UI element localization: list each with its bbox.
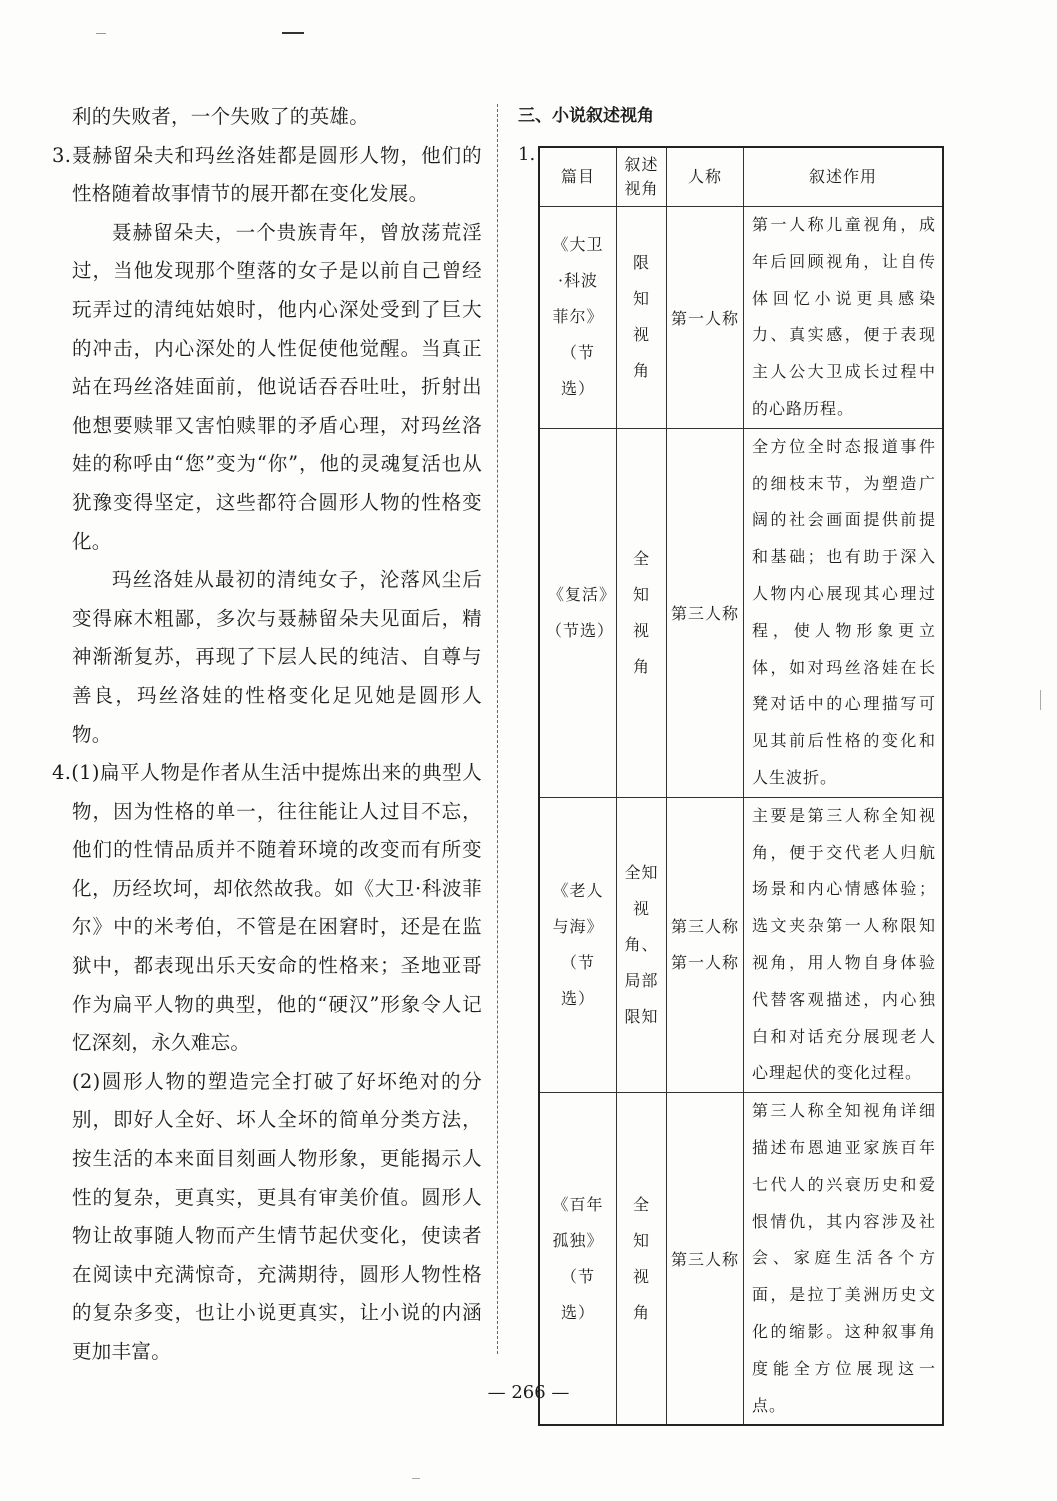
header-view: 叙述视角 [617,147,667,207]
question-number: 1. [518,144,536,165]
table-row [539,1093,943,1426]
narrative-view: 全知视角、局部限知 [617,797,667,1092]
narrative-effect: 主要是第三人称全知视角，便于交代老人归航场景和内心情感体验；选文夹杂第一人称限知视角，用人物自身体验代替客观描述，内心独白和对话充分展现老人心理起伏的变化过程。 [744,797,944,1092]
scan-mark [96,33,106,34]
table-row [539,207,943,429]
work-title: 《老人与海》（节选） [539,797,617,1092]
work-title: 《大卫·科波菲尔》（节选） [539,207,617,429]
narrative-effect: 全方位全时态报道事件的细枝末节，为塑造广阔的社会画面提供前提和基础；也有助于深入人物内心展现其心理过程，使人物形象更立体，如对玛丝洛娃在长凳对话中的心理描写可见其前后性格的变化和人生波折。 [744,428,944,797]
narrative-perspective-table [538,146,944,1426]
table-row [539,797,943,1092]
narrative-view: 全知视角 [617,1093,667,1426]
scan-mark [282,32,304,34]
narrative-view: 限知视角 [617,207,667,429]
answer-4-1: 4.(1)扁平人物是作者从生活中提炼出来的典型人物，因为性格的单一，往往能让人过目不忘，他们的性情品质并不随着环境的改变而有所变化，历经坎坷，却依然故我。如《大卫·科波菲尔》中的米考伯，不管是在困窘时，还是在监狱中，都表现出乐天安命的性格来；圣地亚哥作为扁平人物的典型，他的“硬汉”形象令人记忆深刻，永久难忘。 [52,761,482,1055]
narrative-effect: 第一人称儿童视角，成年后回顾视角，让自传体回忆小说更具感染力、真实感，便于表现主人公大卫成长过程中的心路历程。 [744,207,944,429]
narrative-person: 第一人称 [667,207,744,429]
paragraph: 聂赫留朵夫，一个贵族青年，曾放荡荒淫过，当他发现那个堕落的女子是以前自己曾经玩弄过的清纯姑娘时，他内心深处受到了巨大的冲击，内心深处的人性促使他觉醒。当真正站在玛丝洛娃面前，他说话吞吞吐吐，折射出他想要赎罪又害怕赎罪的矛盾心理，对玛丝洛娃的称呼由“您”变为“你”，他的灵魂复活也从犹豫变得坚定，这些都符合圆形人物的性格变化。 [72,220,482,553]
header-title: 篇目 [539,147,617,207]
scan-speck [412,1478,420,1479]
column-divider [497,104,498,1354]
scan-speck [1040,690,1041,710]
table-header-row [539,147,943,207]
page-number: — 266 — [487,1382,570,1403]
paragraph: 玛丝洛娃从最初的清纯女子，沦落风尘后变得麻木粗鄙，多次与聂赫留朵夫见面后，精神渐渐复苏，再现了下层人民的纯洁、自尊与善良，玛丝洛娃的性格变化足见她是圆形人物。 [72,568,482,746]
answer-4-2: (2)圆形人物的塑造完全打破了好坏绝对的分别，即好人全好、坏人全坏的简单分类方法，按生活的本来面目刻画人物形象，更能揭示人性的复杂，更真实，更具有审美价值。圆形人物让故事随人物而产生情节起伏变化，使读者在阅读中充满惊奇，充满期待，圆形人物性格的复杂多变，也让小说更真实，让小说的内涵更加丰富。 [72,1069,482,1363]
table-row [539,428,943,797]
narrative-person: 第三人称第一人称 [667,797,744,1092]
narrative-view: 全知视角 [617,428,667,797]
header-person: 人称 [667,147,744,207]
paragraph: 利的失败者，一个失败了的英雄。 [72,105,370,128]
narrative-effect: 第三人称全知视角详细描述布恩迪亚家族百年七代人的兴衰历史和爱恨情仇，其内容涉及社会、家庭生活各个方面，是拉丁美洲历史文化的缩影。这种叙事角度能全方位展现这一点。 [744,1093,944,1426]
header-effect: 叙述作用 [744,147,944,207]
left-column [52,98,482,1372]
narrative-person: 第三人称 [667,1093,744,1426]
answer-3: 3.聂赫留朵夫和玛丝洛娃都是圆形人物，他们的性格随着故事情节的展开都在变化发展。 [52,143,482,206]
narrative-person: 第三人称 [667,428,744,797]
work-title: 《百年孤独》（节选） [539,1093,617,1426]
work-title: 《复活》（节选） [539,428,617,797]
section-title: 三、小说叙述视角 [518,106,654,126]
